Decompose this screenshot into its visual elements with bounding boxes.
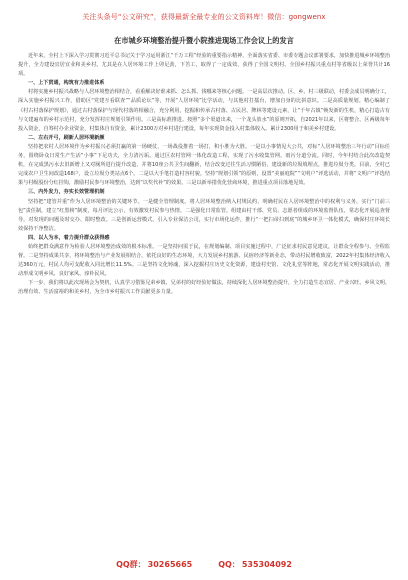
section-heading-2: 二、左右开弓，刷新人居环境新颜 [28, 134, 105, 141]
qq-group-number: 30265665 [147, 560, 193, 569]
section-paragraph-2: 坚持把农村人居环境作为乡村振兴必须打赢的第一场硬仗，一场战役推着一场打，积小胜为大胜。一是以小事情见大公共，对标“人居环境整治三年行动”目标任务，围绕卧众日常生产生活“小事”下足功夫，全力清污垢。通过区农村管网一体化改造工程，实现了污水收集管网、雨污分道分流。同时，今年村结合此次改造契机，在完成黑污水去旧新增上又对厕所进行提升改造，并将10座公共卫生间翻新，结合改变过往生活习惯陋俗，建设新的垃圾填埋点，推进垃圾分类。目前，全村已完成农户卫生间改造168户，设立垃圾分类站点6个。二是以大手笔打造村容村貌。坚持“规划引领”的原则，设置“美丽庭院”“文明户”评选活动，并将“文明户”评选结果与村级股份分红挂钩，激励村民参与环境整治，达到“以奖代补”的效果。三是以新举措优化营商环境，推进重点项目落地见效。 [18, 143, 390, 187]
qq-contact-label: QQ： [218, 560, 240, 569]
document-title: 在市城乡环境整治提升暨小院推进现场工作会议上的发言 [114, 36, 294, 45]
qq-group-label: QQ群： [116, 560, 146, 569]
closing-paragraph: 下一步，我们将以此次现场会为契机，认真学习借鉴兄弟乡镇、兄弟村的好经验好做法，持续深化人居环境整治提升，全力打造生态宜居、产业兴旺、乡风文明、治理有效、生活富裕的和美乡村，为全市乡村振兴工作贡献更多力量。 [18, 280, 390, 296]
section-paragraph-4: 始终把群众满意作为检验人居环境整治成效的根本标准。一是坚持问需于民，在规划编制、项目实施过程中，广泛征求村民意见建议，让群众全程参与、全程监督。二是坚持成果共享，将环境整治与产业发展相结合，依托良好的生态环境，大力发展乡村旅游、民宿经济等新业态，带动村民增收致富，2022年村集体经济收入达360万元，村民人均可支配收入同比增长11.5%。三是坚持文化铸魂，深入挖掘村庄历史文化资源，建设村史馆、文化礼堂等阵地，常态化开展文明实践活动，推动形成文明乡风、良好家风、淳朴民风。 [18, 243, 390, 278]
document-body [18, 36, 390, 552]
promo-banner-text: 关注头条号“公文研究”，获得最新全最专业的公文资料库！微信：gongwenx [82, 13, 326, 21]
section-heading-1: 一、上下贯通，构筑有力推进体系 [28, 80, 105, 87]
qq-contact-link[interactable] [218, 559, 292, 571]
section-paragraph-3: 坚持把“建管并重”作为人居环境整治的关键环节。一是健全管理制度。将人居环境整治纳入村规民约，明确村民在人居环境整治中的权利与义务，实行“门前三包”责任制，建立“红黑榜”制度，每月评比公示，有效激发村民参与热情。二是强化日常监管。组建由村干部、党员、志愿者组成的环境监督队伍，常态化开展巡查督导，对发现的问题及时交办、限时整改。三是创新运营模式。引入专业保洁公司，实行市场化运作，推行“一把扫帚扫到底”的城乡环卫一体化模式，确保村庄环境长效保持干净整洁。 [18, 198, 390, 232]
section-heading-3: 三、内外发力，夯实长效管理机制 [28, 189, 105, 196]
qq-contact-number: 535304092 [241, 560, 292, 569]
contact-footer [0, 556, 408, 574]
section-heading-4: 四、以人为本，着力提升群众获得感 [28, 234, 110, 241]
intro-paragraph: 近年来，全村上下深入学习贯彻习近平总书记关于学习运用浙江“千万工程”经验的重要指示精神，全面落实省委、市委专题会议部署要求，加快推进城乡环境整治提升，全力建设宜居宜业和美乡村。尤其是在人居环境工作上卯足劲，下苦工，取得了一定成效，获得了全国文明村、全国乡村振兴重点村等省级以上荣誉共计16项。 [18, 53, 390, 78]
promo-banner [40, 8, 368, 26]
section-paragraph-1: 村将实施乡村振兴战略与人居环境整治相结合，看重解决好谁来抓、怎么抓、钱哪来等核心问题。一是高层次推动。区、乡、村三级联动，村委会成员明确分工，深入实施乡村振兴工作，借助区“党建互看联查”“品质论坛”等，开展“人居环境”比学活动，与其他村打擂台，增加自身的比拼意识。二是高质量规划。精心编制了《村古村落保护规划》，通过古村落保护与现代村落的相融合，充分利用，挖掘和传承古村落、古民居、牌林等建设元素，让“千年古镇”焕发新的生机，精心打造古有与文建遍布的乡村示范村，充分发挥村庄规划引领作用。三是高标准推进。按照“多个渠道出来，一个龙头放水”的原则开拓，自2021年以来，区将整合、区两级每年投入资金，自筹村办企业资金，村集体自有资金，累计2300万对乡村进行建设，每年实现资金投入村集体收入。累计2300用于和美乡村建设。 [18, 89, 390, 132]
qq-group-link[interactable] [116, 559, 192, 571]
